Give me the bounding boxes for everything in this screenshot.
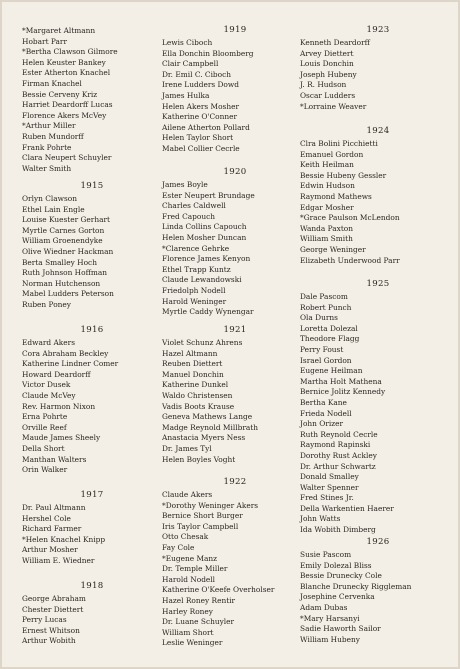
name-entry: Theodore Flagg (300, 334, 360, 344)
name-entry: Harley Roney (162, 606, 213, 616)
name-entry: Loretta Dolezal (300, 323, 358, 333)
name-entry: Dr. Temple Miller (162, 564, 228, 574)
name-entry: Walter Smith (22, 163, 72, 173)
name-entry: Helen Keuster Bankey (22, 57, 106, 67)
name-entry: Katherine Lindner Comer (22, 359, 119, 369)
name-entry: Blanche Drunecky Riggleman (300, 581, 412, 591)
name-entry: Bernice Short Burger (162, 511, 243, 521)
name-entry: Clara Neupert Schuyler (22, 153, 112, 163)
name-entry: Cora Abraham Beckley (22, 348, 109, 358)
name-entry: Otto Chesak (162, 532, 209, 542)
name-entry: Erna Pohrte (22, 412, 68, 422)
name-list (22, 594, 162, 647)
class-section (22, 26, 162, 174)
name-entry: Helen Akers Mosher (162, 101, 240, 111)
name-entry: Helen Boyles Voght (162, 454, 236, 464)
name-entry: Frieda Nodell (300, 408, 352, 418)
name-entry: Dorothy Rust Ackley (300, 450, 377, 460)
name-list (162, 38, 308, 155)
name-entry: Richard Farmer (22, 524, 82, 534)
class-section (300, 22, 456, 112)
name-entry: Hazel Roney Rentir (162, 595, 236, 605)
class-section (22, 487, 162, 567)
name-entry: Firman Knachel (22, 78, 82, 88)
name-entry: Fred Capouch (162, 211, 216, 221)
name-entry: Helen Taylor Short (162, 133, 234, 143)
name-entry: Ethel Lain Engle (22, 204, 85, 214)
name-entry: Dr. James Tyl (162, 443, 212, 453)
name-entry: William Hubeny (300, 634, 360, 644)
name-entry: *Helen Knachel Knipp (22, 534, 106, 544)
name-entry: Orlyn Clawson (22, 194, 77, 203)
class-year-heading: 1916 (80, 325, 104, 335)
name-entry: Fay Cole (162, 542, 195, 552)
name-entry: Edward Akers (22, 338, 75, 347)
name-entry: Bessie Hubeny Gessler (300, 170, 387, 180)
name-entry: Ruben Poney (22, 299, 71, 309)
name-entry: Hershel Cole (22, 513, 71, 523)
name-entry: Orin Walker (22, 465, 68, 475)
name-entry: Eugene Heilman (300, 366, 363, 376)
name-entry: *Lorraine Weaver (300, 101, 367, 111)
name-entry: Manuel Donchin (162, 369, 224, 379)
class-section (162, 164, 308, 318)
name-entry: Katherine O'Keefe Overholser (162, 585, 275, 595)
name-entry: Claude Lewandowski (162, 275, 242, 285)
name-entry: Helen Mosher Duncan (162, 232, 247, 242)
name-entry: Keith Heilman (300, 160, 354, 170)
class-section (162, 474, 308, 649)
name-entry: Louis Donchin (300, 59, 354, 69)
name-entry: Friedolph Nodell (162, 285, 226, 295)
name-entry: Della Short (22, 443, 65, 453)
name-entry: Hobart Parr (22, 36, 67, 46)
name-entry: Geneva Mathews Lange (162, 412, 253, 422)
class-year-heading: 1926 (366, 537, 390, 547)
name-entry: Sadie Haworth Sailor (300, 624, 381, 634)
name-entry: Bernice Jolitz Kennedy (300, 387, 386, 397)
name-entry: Perry Foust (300, 344, 344, 354)
name-entry: Louise Kuester Gerhart (22, 215, 110, 225)
class-section (300, 534, 456, 645)
name-entry: Donald Smalley (300, 472, 359, 482)
class-section (300, 123, 456, 266)
name-entry: George Abraham (22, 594, 86, 603)
name-entry: William Short (162, 627, 214, 637)
name-entry: Fred Stines Jr. (300, 493, 354, 503)
name-entry: Leslie Weninger (162, 638, 223, 648)
name-entry: *Margaret Altmann (22, 26, 96, 35)
name-entry: Lewis Ciboch (162, 38, 213, 47)
name-entry: Claude Akers (162, 490, 213, 499)
name-entry: Olive Wiedner Hackman (22, 246, 114, 256)
name-entry: Rev. Harmon Nixon (22, 401, 96, 411)
name-entry: Manthan Walters (22, 454, 87, 464)
name-entry: James Hulka (162, 90, 210, 100)
name-entry: Ester Neupert Brundage (162, 190, 255, 200)
name-entry: Myrtle Carnes Gorton (22, 225, 105, 235)
name-list (162, 490, 308, 649)
name-entry: Perry Lucas (22, 615, 67, 625)
name-entry: Ester Atherton Knachel (22, 68, 111, 78)
name-entry: Orville Reef (22, 422, 67, 432)
name-entry: Ethel Trapp Kuntz (162, 264, 231, 274)
name-entry: Kenneth Deardorff (300, 38, 370, 47)
name-entry: Reuben Diettert (162, 359, 223, 369)
name-entry: Oscar Ludders (300, 90, 356, 100)
name-entry: Ella Donchin Bloomberg (162, 48, 254, 58)
name-entry: Emanuel Gordon (300, 149, 364, 159)
name-entry: Emily Dolezal Bliss (300, 560, 372, 570)
name-entry: Linda Collins Capouch (162, 222, 247, 232)
name-entry: Dale Pascom (300, 292, 348, 301)
name-list (300, 139, 456, 266)
name-entry: William Groenendyke (22, 236, 103, 246)
name-entry: Arvey Diettert (300, 48, 354, 58)
name-list (300, 550, 456, 645)
name-entry: Victor Dusek (22, 380, 71, 390)
name-entry: Ernest Whitson (22, 625, 80, 635)
name-entry: *Eugene Manz (162, 553, 218, 563)
name-entry: James Boyle (162, 180, 208, 189)
name-entry: Adam Dubas (300, 602, 348, 612)
name-entry: John Orizer (300, 419, 344, 429)
name-entry: Harold Weninger (162, 296, 227, 306)
name-entry: Harold Nodell (162, 574, 216, 584)
name-entry: Ruben Mundorff (22, 131, 84, 141)
name-entry: Hazel Altmann (162, 348, 218, 358)
name-entry: Dr. Emil C. Ciboch (162, 69, 232, 79)
class-year-heading: 1915 (80, 181, 104, 191)
name-entry: Martha Holt Mathena (300, 376, 382, 386)
name-entry: Clair Campbell (162, 59, 219, 69)
name-entry: Florence James Kenyon (162, 254, 251, 264)
name-entry: Frank Pohrte (22, 142, 72, 152)
name-entry: Bertha Kane (300, 397, 347, 407)
name-entry: Howard Deardorff (22, 369, 91, 379)
class-section (22, 578, 162, 647)
name-entry: John Watts (300, 514, 341, 524)
name-entry: Arthur Mosher (22, 545, 78, 555)
class-year-heading: 1917 (80, 490, 104, 500)
name-entry: Mabel Collier Cecrle (162, 143, 240, 153)
name-entry: Josephine Cervenka (300, 592, 375, 602)
name-entry: Charles Caldwell (162, 201, 226, 211)
name-list (300, 38, 456, 112)
name-entry: *Clarence Gehrke (162, 243, 230, 253)
name-entry: Maude James Sheely (22, 433, 101, 443)
name-entry: Katherine O'Conner (162, 112, 238, 122)
class-section (162, 22, 308, 155)
name-entry: Berta Smalley Hoch (22, 257, 97, 267)
name-entry: Harriet Deardorff Lucas (22, 100, 113, 110)
name-entry: Bessie Cerveny Kriz (22, 89, 98, 99)
name-entry: *Dorothy Weninger Akers (162, 500, 259, 510)
name-entry: Madge Reynold Millbrath (162, 422, 258, 432)
class-section (162, 322, 308, 465)
name-entry: *Mary Harsanyi (300, 613, 360, 623)
name-entry: Susie Pascom (300, 550, 352, 559)
name-entry: Joseph Hubeny (300, 69, 357, 79)
class-year-heading: 1922 (223, 477, 247, 487)
name-list (300, 292, 456, 536)
name-entry: Anastacia Myers Ness (162, 433, 246, 443)
name-entry: Clra Bolini Picchietti (300, 139, 378, 148)
class-section (22, 322, 162, 476)
class-year-heading: 1920 (223, 167, 247, 177)
name-entry: Florence Akers McVey (22, 110, 107, 120)
class-year-heading: 1925 (366, 279, 390, 289)
name-entry: Ruth Reynold Cecrle (300, 429, 378, 439)
name-entry: Mabel Ludders Peterson (22, 289, 114, 299)
name-entry: William E. Wiedner (22, 555, 95, 565)
name-entry: Robert Punch (300, 302, 352, 312)
name-entry: Ailene Atherton Pollard (162, 122, 250, 132)
name-entry: Norman Hutchenson (22, 278, 101, 288)
class-section (300, 276, 456, 536)
class-year-heading: 1919 (223, 25, 247, 35)
name-entry: Ruth Johnson Hoffman (22, 268, 108, 278)
name-entry: Claude McVey (22, 390, 76, 400)
name-entry: Ola Durns (300, 313, 338, 323)
name-entry: Iris Taylor Campbell (162, 521, 239, 531)
name-entry: J. R. Hudson (300, 80, 347, 90)
name-entry: *Arthur Miller (22, 121, 76, 131)
name-entry: *Bertha Clawson Gilmore (22, 47, 118, 57)
name-entry: Ida Wobith Dimberg (300, 525, 376, 535)
name-entry: Raymond Rapinski (300, 440, 371, 450)
name-entry: Vadis Boots Krause (162, 401, 235, 411)
name-entry: Myrtle Caddy Wynengar (162, 307, 254, 317)
name-list (22, 338, 162, 476)
name-entry: Dr. Arthur Schwartz (300, 461, 376, 471)
name-entry: Irene Ludders Dowd (162, 80, 239, 90)
name-list (162, 180, 308, 318)
name-entry: Katherine Dunkel (162, 380, 229, 390)
name-entry: Bessie Drunecky Cole (300, 571, 382, 581)
name-entry: Chester Diettert (22, 604, 84, 614)
name-entry: Arthur Wobith (22, 636, 76, 646)
name-entry: Violet Schunz Ahrens (162, 338, 243, 347)
name-list (22, 194, 162, 311)
class-year-heading: 1924 (366, 126, 390, 136)
name-entry: Raymond Mathews (300, 191, 372, 201)
class-year-heading: 1923 (366, 25, 390, 35)
name-entry: Israel Gordon (300, 355, 352, 365)
name-list (22, 26, 162, 174)
name-entry: Edwin Hudson (300, 181, 355, 191)
name-entry: Wanda Paxton (300, 223, 353, 233)
name-entry: Dr. Luane Schuyler (162, 617, 235, 627)
name-entry: Waldo Christensen (162, 390, 233, 400)
name-entry: *Grace Paulson McLendon (300, 213, 400, 223)
name-entry: Della Warkentien Haerer (300, 503, 394, 513)
name-entry: Edgar Mosher (300, 202, 354, 212)
class-year-heading: 1921 (223, 325, 247, 335)
class-year-heading: 1918 (80, 581, 104, 591)
name-list (22, 503, 162, 567)
name-entry: Dr. Paul Altmann (22, 503, 86, 512)
name-entry: Walter Spenner (300, 482, 359, 492)
name-entry: George Weninger (300, 244, 366, 254)
name-entry: Elizabeth Underwood Parr (300, 255, 400, 265)
class-section (22, 178, 162, 311)
name-entry: William Smith (300, 234, 353, 244)
name-list (162, 338, 308, 465)
